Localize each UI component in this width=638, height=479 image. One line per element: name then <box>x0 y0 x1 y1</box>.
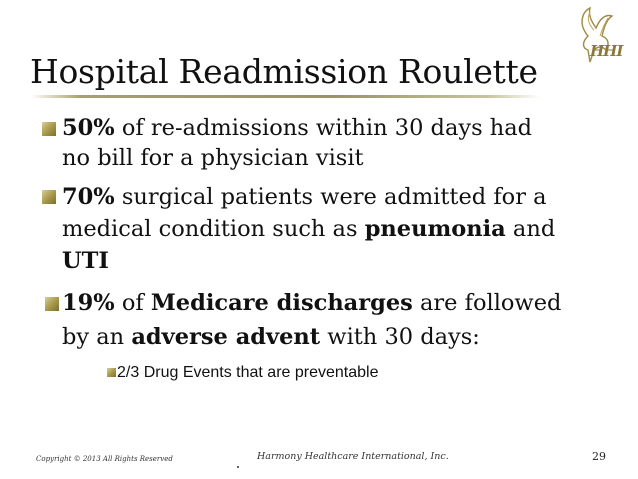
bullet-line <box>62 186 547 209</box>
footer-copyright: Copyright © 2013 All Rights Reserved <box>36 455 173 463</box>
bold-text: pneumonia <box>364 216 506 242</box>
logo-text: HHI <box>590 42 623 60</box>
bullet-line <box>62 292 561 315</box>
footer-dot <box>237 466 239 468</box>
bold-text: UTI <box>62 248 109 274</box>
slide-title: Hospital Readmission Roulette <box>30 52 538 91</box>
sub-bullet-square-icon <box>107 368 116 377</box>
bold-text: adverse advent <box>131 324 321 350</box>
sub-bullet-text: 2/3 Drug Events that are preventable <box>117 364 379 381</box>
text: no bill for a physician visit <box>62 145 364 171</box>
bullet-square-icon <box>45 297 59 311</box>
text: by an <box>62 324 132 350</box>
bullet-line <box>62 117 532 140</box>
text: surgical patients were admitted for a <box>114 184 547 210</box>
text: of re-admissions within 30 days had <box>114 115 533 141</box>
title-underline <box>30 95 540 98</box>
text: and <box>505 216 556 242</box>
text: with 30 days: <box>320 324 480 350</box>
footer-company: Harmony Healthcare International, Inc. <box>257 451 449 462</box>
bullet-square-icon <box>42 122 56 136</box>
bullet-line <box>62 326 480 349</box>
dove-logo-icon <box>560 6 630 76</box>
text: medical condition such as <box>62 216 365 242</box>
text: are followed <box>412 290 562 316</box>
text: of <box>114 290 151 316</box>
bold-text: Medicare discharges <box>150 290 413 316</box>
bullet-square-icon <box>42 190 56 204</box>
bold-text: 70% <box>62 184 115 210</box>
bullet-line <box>62 147 364 170</box>
page-number: 29 <box>592 450 606 463</box>
bold-text: 50% <box>62 115 115 141</box>
bullet-line <box>62 218 555 241</box>
bullet-line <box>62 250 109 273</box>
bold-text: 19% <box>62 290 115 316</box>
